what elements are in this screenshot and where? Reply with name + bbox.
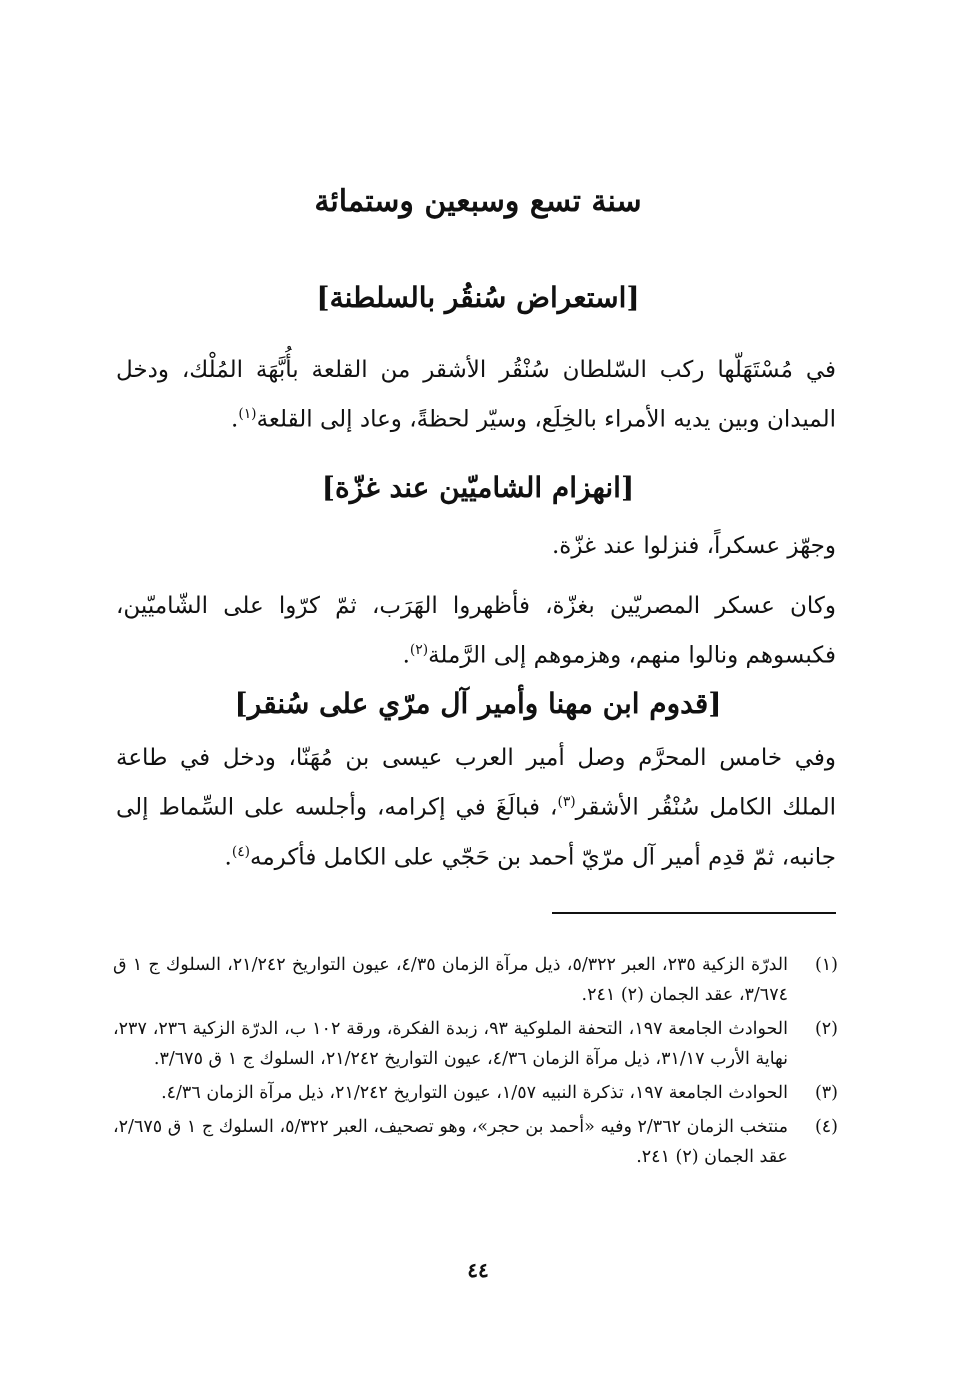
page-number: ٤٤ [467,1258,489,1282]
paragraph-end: . [224,844,232,871]
paragraph-text: وجهّز عسكراً، فنزلوا عند غزّة. [551,533,836,559]
footnote-text: الحوادث الجامعة ١٩٧، التحفة الملوكية ٩٣، زبدة الفكرة، ورقة ١٠٢ ب، الدرّة الزكية ٢٣٦، ٢٣٧، نهاية الأرب ٣١/١٧، ذيل مرآة الزمان ٤/٣٦، عيون التواريخ ٢١/٢٤٢، السلوك ج ١ ق ٣/٦٧٥. [113,1019,789,1069]
footnote-item [113,950,838,1010]
footnote-number: (١) [814,955,838,975]
footnote-ref: (١) [238,406,257,422]
section-heading-review: [استعراض سُنقُر بالسلطنة] [316,281,640,314]
paragraph-end: . [231,406,239,433]
footnote-ref: (٣) [557,794,576,810]
paragraph-egyptians [116,584,836,678]
footnote-item [113,1078,838,1108]
footnote-ref: (٤) [231,843,251,860]
footnote-item [113,1112,838,1172]
paragraph-arrival [116,736,836,879]
footnote-number: (٣) [814,1083,838,1103]
paragraph-text: في مُسْتَهَلّها ركب السّلطان سُنْقُر الأشقر من القلعة بأُبَّهَة المُلْك، ودخل الميدان وبين يديه الأمراء بالخِلَع، وسيّر لحظةً، وعاد إلى القلعة [116,357,836,433]
footnote-number: (٢) [814,1019,838,1039]
footnote-text: الدرّة الزكية ٢٣٥، العبر ٥/٣٢٢، ذيل مرآة الزمان ٤/٣٥، عيون التواريخ ٢١/٢٤٢، السلوك ج ١ ق ٣/٦٧٤، عقد الجمان (٢) ٢٤١. [113,955,788,1005]
footnote-number: (٤) [814,1117,838,1137]
paragraph-text-continued: ، فبالَغَ في إكرامه، وأجلسه على السِّماط إلى جانبه، ثمّ قدِم أمير آل مرّيّ أحمد بن حَجّي على الكامل فأكرمه [116,794,836,871]
paragraph-review [116,348,836,442]
footnote-separator [552,912,836,914]
footnote-text: منتخب الزمان ٢/٣٦٢ وفيه «أحمد بن حجر»، وهو تصحيف، العبر ٥/٣٢٢، السلوك ج ١ ق ٢/٦٧٥، عقد الجمان (٢) ٢٤١. [113,1117,789,1167]
year-title: سنة تسع وسبعين وستمائة [314,184,642,219]
section-heading-defeat: [انهزام الشاميّين عند غزّة] [321,471,635,504]
footnote-item [113,1014,838,1074]
paragraph-text: وفي خامس المحرَّم وصل أمير العرب عيسى بن مُهَنّا، ودخل في طاعة الملك الكامل سُنْقُر الأشقر [116,745,836,821]
paragraph-end: . [402,642,410,669]
footnote-ref: (٢) [409,642,429,658]
footnote-text: الحوادث الجامعة ١٩٧، تذكرة النبيه ١/٥٧، عيون التواريخ ٢١/٢٤٢، ذيل مرآة الزمان ٤/٣٦. [161,1083,788,1103]
paragraph-text: وكان عسكر المصريّين بغزّة، فأظهروا الهَرَب، ثمّ كرّوا على الشّاميّين، فكبسوهم ونالوا منهم، وهزموهم إلى الرَّملة [116,593,836,669]
footnotes [113,950,838,1176]
paragraph-army [116,524,836,568]
section-heading-arrival: [قدوم ابن مهنا وأمير آل مرّي على سُنقر] [234,687,722,720]
